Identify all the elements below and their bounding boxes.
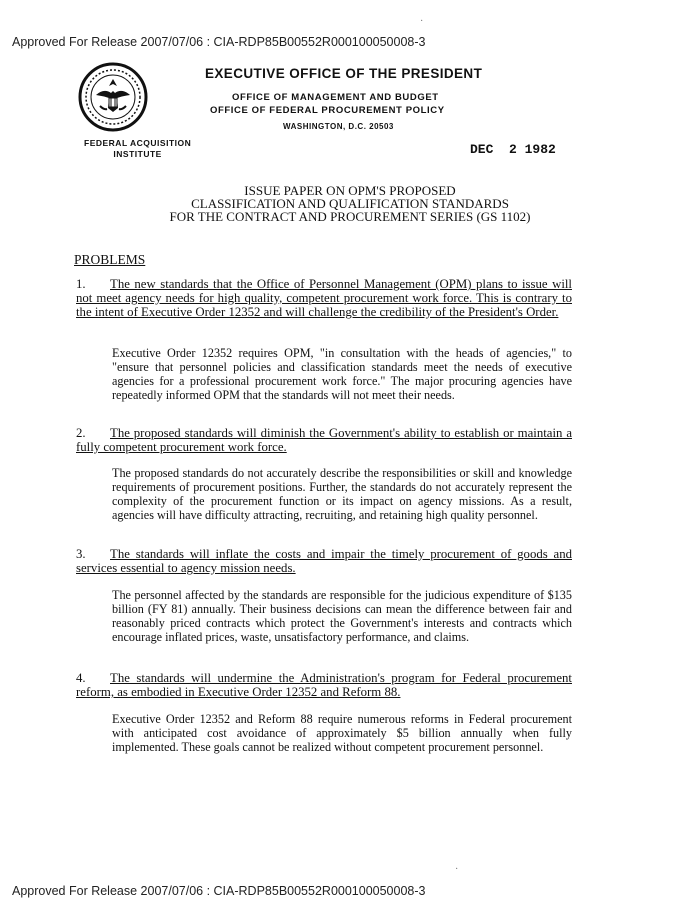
problem-detail-4: Executive Order 12352 and Reform 88 require numerous reforms in Federal procurement with anticipated cost avoidance of approximately $5 billion annually when fully implemented. These goals cannot be realized without competent procurement personnel. (112, 712, 572, 754)
letterhead-address: WASHINGTON, D.C. 20503 (283, 122, 394, 131)
release-footer: Approved For Release 2007/07/06 : CIA-RDP85B00552R000100050008-3 (12, 884, 426, 898)
presidential-seal-icon (78, 62, 148, 132)
problem-number: 3. (76, 547, 86, 561)
problem-detail-1: Executive Order 12352 requires OPM, "in consultation with the heads of agencies," to "ensure that personnel policies and classification standards meet the needs of executive agencies for a professional procurement work force." The major procuring agencies have repeatedly informed OPM that the standards will not meet their needs. (112, 346, 572, 402)
section-heading: PROBLEMS (74, 252, 146, 267)
letterhead-title: EXECUTIVE OFFICE OF THE PRESIDENT (205, 66, 483, 81)
problem-statement-3 (76, 547, 572, 575)
document-date: DEC 2 1982 (470, 142, 556, 157)
problem-text: The standards will undermine the Administration's program for Federal procurement reform, as embodied in Executive Order 12352 and Reform 88. (76, 671, 572, 699)
problem-number: 1. (76, 277, 86, 291)
problem-text: The standards will inflate the costs and impair the timely procurement of goods and services essential to agency mission needs. (76, 547, 572, 575)
institute-label (84, 138, 191, 160)
scan-mark: · (455, 864, 459, 875)
issue-title-line: CLASSIFICATION AND QUALIFICATION STANDARDS (191, 196, 509, 211)
problem-text: The new standards that the Office of Personnel Management (OPM) plans to issue will not meet agency needs for high quality, competent procurement work force. This is contrary to the intent of Executive Order 12352 and will challenge the credibility of the President's Order. (76, 277, 572, 319)
problem-detail-2: The proposed standards do not accurately describe the responsibilities or skill and knowledge requirements of procurement positions. Further, the standards do not accurately represent the complexity of the procurement function or its impact on agency missions. As a result, agencies will have difficulty attracting, recruiting, and retaining high quality personnel. (112, 466, 572, 522)
issue-title (110, 184, 590, 223)
institute-line2: INSTITUTE (113, 149, 162, 159)
issue-title-line: ISSUE PAPER ON OPM'S PROPOSED (244, 183, 456, 198)
institute-line1: FEDERAL ACQUISITION (84, 138, 192, 148)
letterhead-omb: OFFICE OF MANAGEMENT AND BUDGET (232, 92, 439, 103)
problem-number: 4. (76, 671, 86, 685)
problem-statement-2 (76, 426, 572, 454)
release-header: Approved For Release 2007/07/06 : CIA-RDP85B00552R000100050008-3 (12, 35, 426, 49)
problem-text: The proposed standards will diminish the Government's ability to establish or maintain a fully competent procurement work force. (76, 426, 572, 454)
scan-mark: · (420, 16, 424, 27)
letterhead-ofpp: OFFICE OF FEDERAL PROCUREMENT POLICY (210, 105, 445, 116)
problem-statement-1 (76, 277, 572, 319)
problem-detail-3: The personnel affected by the standards are responsible for the judicious expenditure of $135 billion (FY 81) annually. Their business decisions can mean the difference between fair and reasonably priced contracts which protect the Government's interests and contracts which encourage inflated prices, waste, unsatisfactory performance, and claims. (112, 588, 572, 644)
problem-statement-4 (76, 671, 572, 699)
problem-number: 2. (76, 426, 86, 440)
issue-title-line: FOR THE CONTRACT AND PROCUREMENT SERIES (GS 1102) (169, 209, 531, 224)
